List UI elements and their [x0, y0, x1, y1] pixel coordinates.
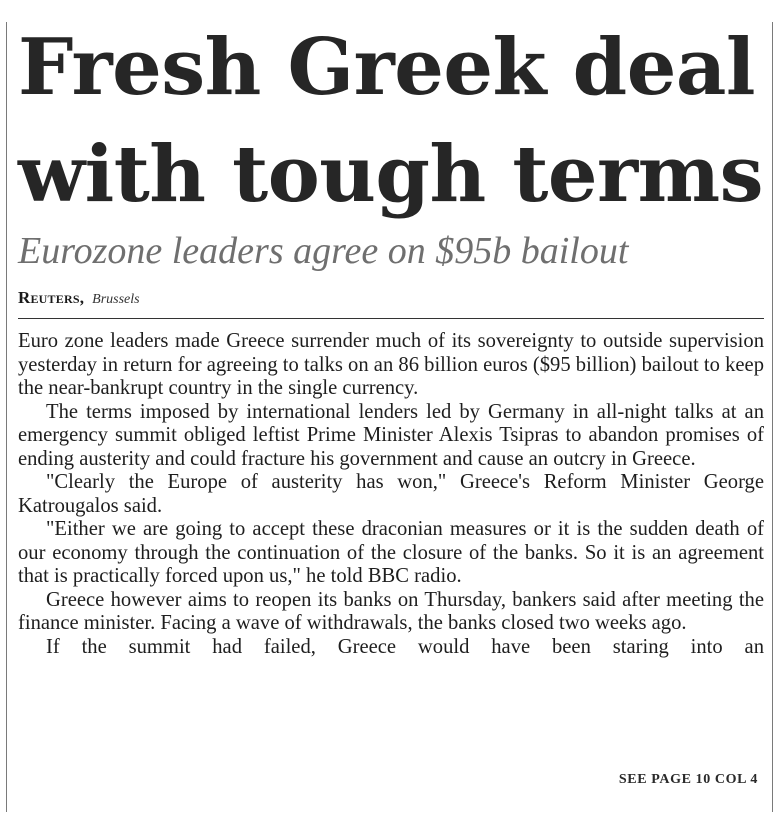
byline-divider	[18, 318, 764, 319]
byline	[18, 287, 140, 311]
byline-agency: Reuters,	[18, 288, 85, 307]
column-rule-right	[772, 22, 773, 812]
headline-line-1: Fresh Greek deal	[18, 22, 755, 113]
headline-line-2: with tough terms	[18, 129, 764, 220]
article-body	[18, 330, 764, 659]
paragraph-3: "Clearly the Europe of austerity has won," Greece's Reform Minister George Katrougalos said.	[18, 471, 764, 517]
subheadline: Eurozone leaders agree on $95b bailout	[18, 230, 629, 272]
paragraph-5: Greece however aims to reopen its banks on Thursday, bankers said after meeting the finance minister. Facing a wave of withdrawals, the banks closed two weeks ago.	[18, 588, 764, 634]
paragraph-4: "Either we are going to accept these draconian measures or it is the sudden death of our economy through the continuation of the closure of the banks. So it is an agreement that is practically forced upon us," he told BBC radio.	[18, 518, 764, 587]
continuation-jump-line: SEE PAGE 10 COL 4	[618, 772, 758, 787]
paragraph-6: If the summit had failed, Greece would have been staring into an	[46, 635, 764, 658]
byline-place: Brussels	[92, 292, 140, 307]
column-rule-left	[6, 22, 7, 812]
paragraph-2: The terms imposed by international lenders led by Germany in all-night talks at an emergency summit obliged leftist Prime Minister Alexis Tsipras to abandon promises of ending austerity and could fracture his government and cause an outcry in Greece.	[18, 400, 764, 470]
paragraph-1: Euro zone leaders made Greece surrender much of its sovereignty to outside supervision yesterday in return for agreeing to talks on an 86 billion euros ($95 billion) bailout to keep the near-bankrupt country in the single currency.	[18, 330, 764, 399]
